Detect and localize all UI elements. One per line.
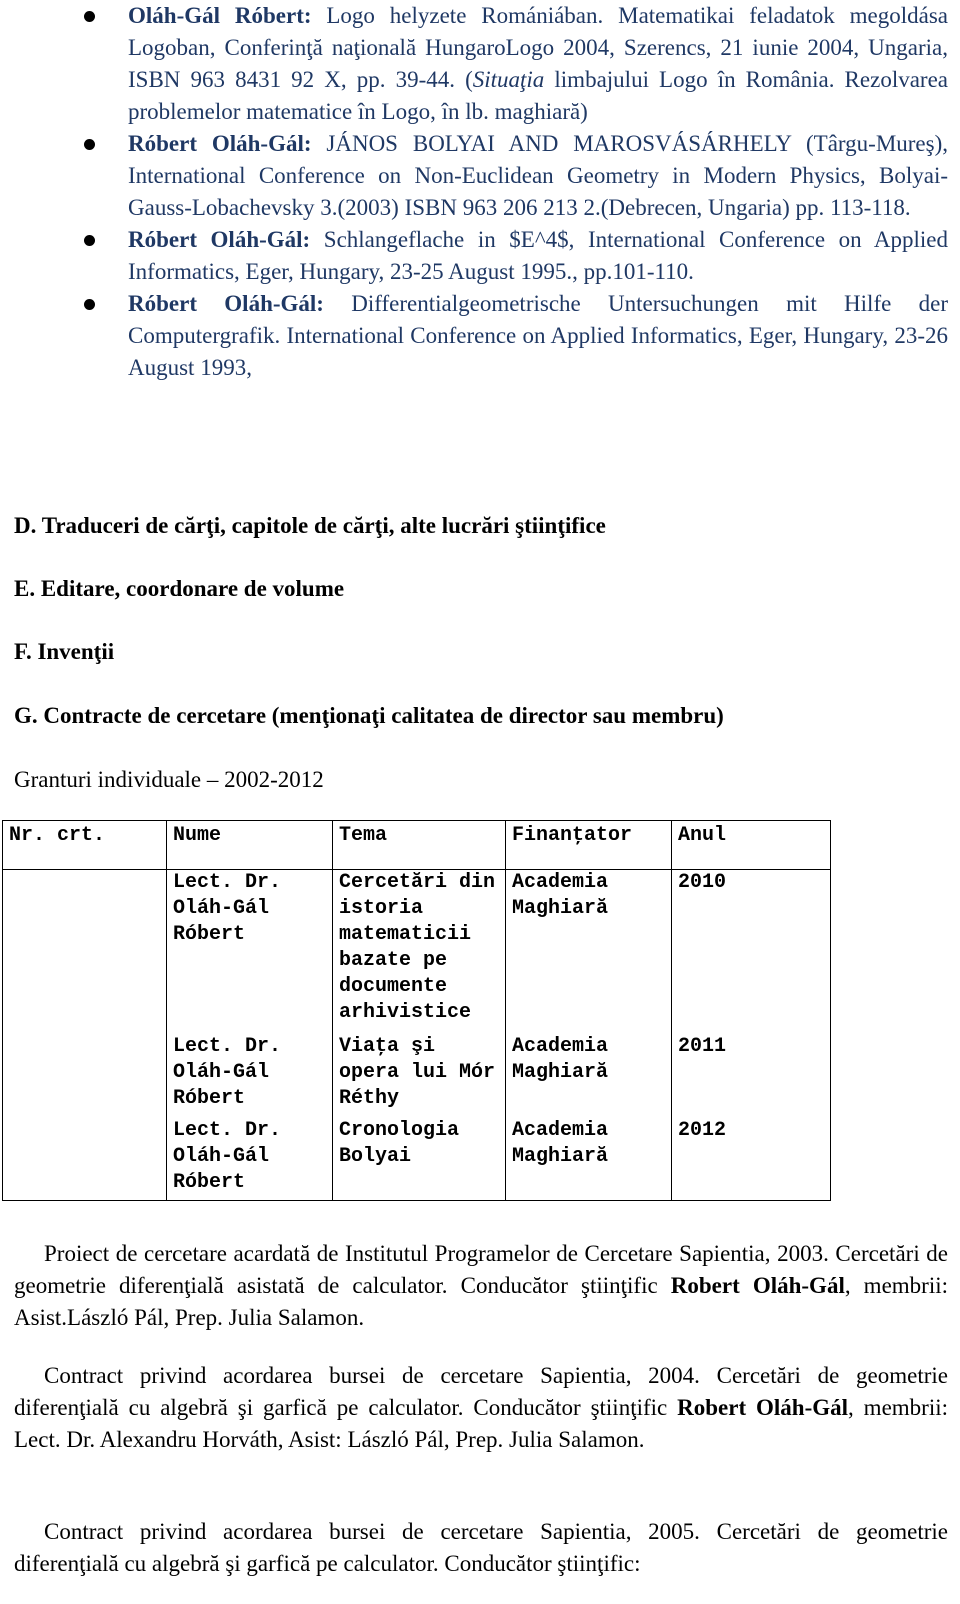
contract-paragraph — [14, 1238, 948, 1334]
cell-anul — [672, 870, 831, 1201]
header-nr-crt: Nr. crt. — [3, 821, 167, 870]
paragraph-bold: Robert Oláh-Gál — [677, 1395, 849, 1420]
section-heading-e: E. Editare, coordonare de volume — [14, 576, 345, 601]
paragraph-text-continued: , membrii: Asist.László Pál, Prep. Julia Salamon. — [14, 1273, 948, 1330]
entry-anul: 2012 — [678, 1119, 727, 1142]
entry-tema: Cercetări din istoria matematicii bazate pe documente arhivistice — [339, 871, 496, 1024]
entry-anul: 2011 — [678, 1035, 727, 1058]
cell-tema — [333, 870, 506, 1201]
reference-item — [0, 288, 960, 384]
reference-text: Schlangeflache in $E^4$, International Conference on Applied Informatics, Eger, Hungary, 23-25 August 1995., pp.101-110. — [128, 227, 948, 284]
reference-author: Róbert Oláh-Gál: — [128, 131, 312, 156]
cell-finantator — [506, 870, 672, 1201]
entry-nume: Lect. Dr. Oláh-Gál Róbert — [173, 871, 282, 946]
reference-list — [0, 0, 960, 384]
grants-title: Granturi individuale – 2002-2012 — [14, 767, 324, 792]
header-finantator: Finanţator — [506, 821, 672, 870]
reference-item — [0, 224, 960, 288]
reference-text: Logo helyzete Romániában. Matematikai feladatok megoldása Logoban, Conferinţă naţională HungaroLogo 2004, Szerencs, 21 iunie 2004, Ungaria, ISBN 963 8431 92 X, pp. 39-44. ( — [128, 3, 948, 92]
cell-nume — [167, 870, 333, 1201]
bullet-icon — [84, 11, 95, 22]
header-tema: Tema — [333, 821, 506, 870]
entry-finantator: Academia Maghiară — [512, 1035, 609, 1084]
paragraph-text: Contract privind acordarea bursei de cercetare Sapientia, 2005. Cercetări de geometrie diferenţială cu algebră şi garfică pe calculator. Conducător ştiinţific: — [14, 1519, 948, 1576]
entry-tema: Cronologia Bolyai — [339, 1119, 460, 1168]
cell-nr-crt — [3, 870, 167, 1201]
entry-tema: Viaţa şi opera lui Mór Réthy — [339, 1035, 496, 1110]
reference-author: Róbert Oláh-Gál: — [128, 227, 311, 252]
reference-text: Differentialgeometrische Untersuchungen mit Hilfe der Computergrafik. International Conference on Applied Informatics, Eger, Hungary, 23-26 August 1993, — [128, 291, 948, 380]
section-heading-f: F. Invenţii — [14, 639, 115, 664]
contract-paragraph — [14, 1516, 948, 1580]
entry-finantator: Academia Maghiară — [512, 871, 609, 920]
table-header-row — [3, 821, 831, 870]
entry-nume: Lect. Dr. Oláh-Gál Róbert — [173, 1035, 282, 1110]
reference-author: Róbert Oláh-Gál: — [128, 291, 324, 316]
grants-table — [2, 820, 831, 1201]
entry-nume: Lect. Dr. Oláh-Gál Róbert — [173, 1119, 282, 1194]
table-row — [3, 870, 831, 1201]
header-anul: Anul — [672, 821, 831, 870]
reference-item — [0, 0, 960, 128]
section-heading-d: D. Traduceri de cărţi, capitole de cărţi, alte lucrări ştiinţifice — [14, 513, 606, 538]
header-nume: Nume — [167, 821, 333, 870]
reference-text-continued: limbajului Logo în România. Rezolvarea problemelor matematice în Logo, în lb. maghiară) — [128, 67, 948, 124]
paragraph-text: Proiect de cercetare acardată de Institutul Programelor de Cercetare Sapientia, 2003. Cercetări de geometrie diferenţială asistată de calculator. Conducător ştiinţific — [14, 1241, 948, 1298]
section-heading-g: G. Contracte de cercetare (menţionaţi calitatea de director sau membru) — [14, 703, 724, 728]
paragraph-bold: Robert Oláh-Gál — [670, 1273, 845, 1298]
paragraph-text: Contract privind acordarea bursei de cercetare Sapientia, 2004. Cercetări de geometrie diferenţială cu algebră şi garfică pe calculator. Conducător ştiinţific — [14, 1363, 948, 1420]
reference-author: Oláh-Gál Róbert: — [128, 3, 312, 28]
bullet-icon — [84, 299, 95, 310]
entry-finantator: Academia Maghiară — [512, 1119, 609, 1168]
reference-text: JÁNOS BOLYAI AND MAROSVÁSÁRHELY (Târgu-Mureş), International Conference on Non-Euclidean Geometry in Modern Physics, Bolyai-Gauss-Lobachevsky 3.(2003) ISBN 963 206 213 2.(Debrecen, Ungaria) pp. 113-118. — [128, 131, 948, 220]
entry-anul: 2010 — [678, 871, 727, 894]
reference-italic: Situaţia — [472, 67, 545, 92]
paragraph-text-continued: , membrii: Lect. Dr. Alexandru Horváth, Asist: László Pál, Prep. Julia Salamon. — [14, 1395, 948, 1452]
contract-paragraph — [14, 1360, 948, 1456]
bullet-icon — [84, 139, 95, 150]
reference-item — [0, 128, 960, 224]
bullet-icon — [84, 235, 95, 246]
